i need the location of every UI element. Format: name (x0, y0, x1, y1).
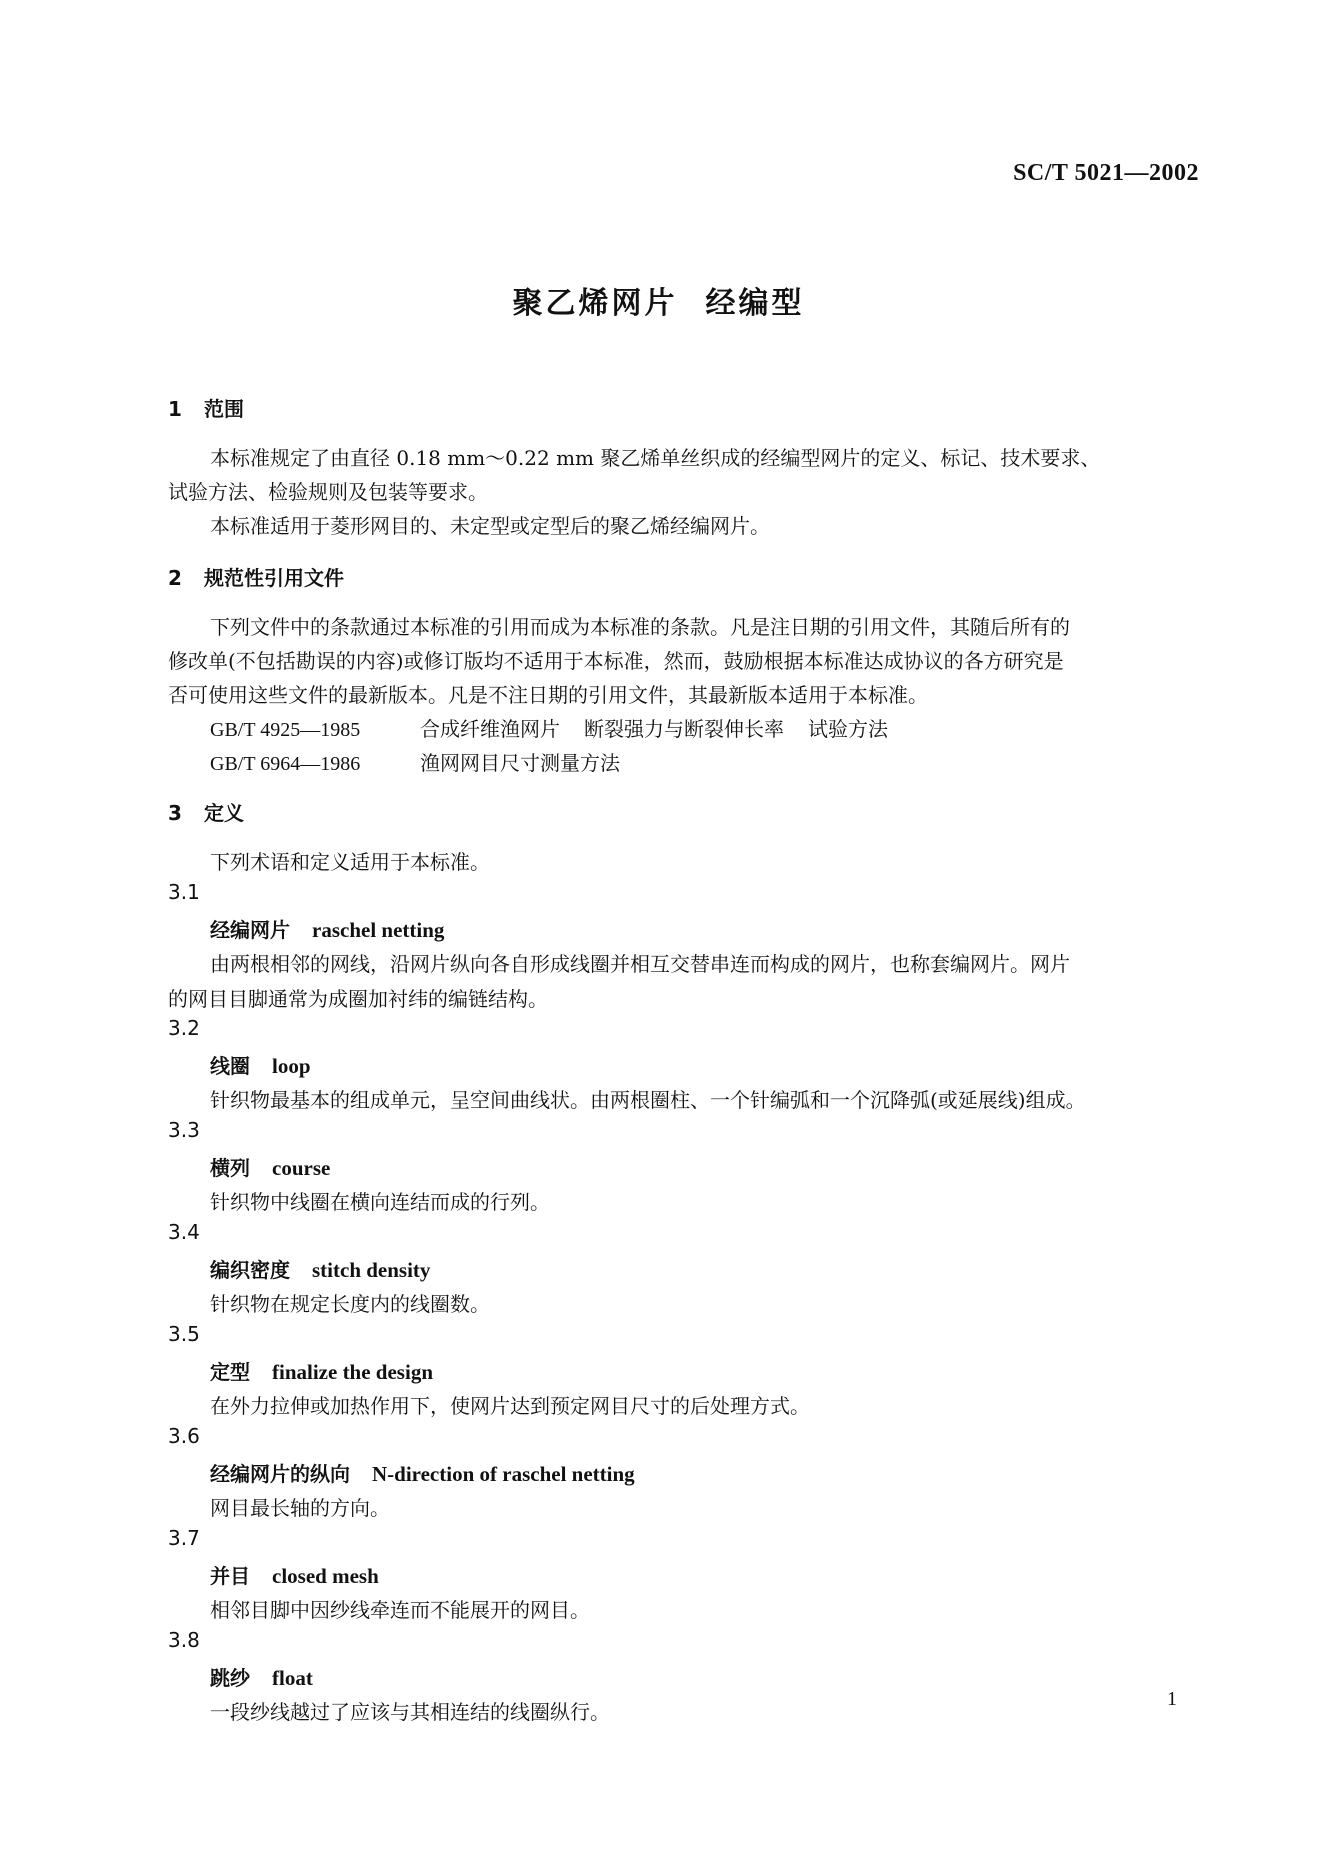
term-en: finalize the design (272, 1360, 433, 1384)
term-definition-line1: 相邻目脚中因纱线牵连而不能展开的网目。 (210, 1598, 590, 1622)
section-1-para2: 本标准适用于菱形网目的、未定型或定型后的聚乙烯经编网片。 (210, 514, 770, 538)
reference-title-a: 渔网网目尺寸测量方法 (420, 751, 620, 775)
section-title: 范围 (204, 397, 244, 421)
reference-title-c: 试验方法 (808, 717, 888, 741)
term-zh: 并目 (210, 1564, 250, 1588)
term-number: 3.8 (168, 1628, 200, 1652)
term-zh: 跳纱 (210, 1666, 250, 1690)
reference-item (210, 747, 620, 776)
term-en: closed mesh (272, 1564, 379, 1588)
standard-code: SC/T 5021—2002 (1013, 160, 1199, 186)
reference-item (210, 713, 888, 742)
title-part-2: 经编型 (705, 286, 805, 321)
term-definition-line1: 针织物中线圈在横向连结而成的行列。 (210, 1190, 550, 1214)
reference-code: GB/T 4925—1985 (210, 719, 361, 741)
term-en: float (272, 1666, 313, 1690)
term-number: 3.2 (168, 1016, 200, 1040)
term-zh: 编织密度 (210, 1258, 290, 1282)
term-definition-line1: 在外力拉伸或加热作用下，使网片达到预定网目尺寸的后处理方式。 (210, 1394, 810, 1418)
section-3-intro: 下列术语和定义适用于本标准。 (210, 850, 490, 874)
section-1-heading (168, 393, 244, 422)
document-title (0, 278, 1317, 322)
section-2-heading (168, 562, 344, 591)
term-en: course (272, 1156, 331, 1180)
term-definition-line1: 网目最长轴的方向。 (210, 1496, 390, 1520)
term-en: N-direction of raschel netting (372, 1462, 635, 1486)
section-1-para1-line2: 试验方法、检验规则及包装等要求。 (168, 480, 488, 504)
reference-title-b: 断裂强力与断裂伸长率 (584, 717, 784, 741)
term-heading (210, 1458, 635, 1487)
term-heading (210, 1560, 379, 1589)
term-zh: 线圈 (210, 1054, 250, 1078)
term-number: 3.4 (168, 1220, 200, 1244)
reference-code: GB/T 6964—1986 (210, 753, 361, 775)
term-definition-line1: 针织物最基本的组成单元，呈空间曲线状。由两根圈柱、一个针编弧和一个沉降弧(或延展线)组成。 (210, 1088, 1086, 1112)
term-heading (210, 1662, 313, 1691)
section-number: 1 (168, 397, 182, 421)
term-heading (210, 914, 444, 943)
term-number: 3.7 (168, 1526, 200, 1550)
section-number: 2 (168, 566, 182, 590)
page-number: 1 (1167, 1688, 1177, 1710)
section-2-para-line1: 下列文件中的条款通过本标准的引用而成为本标准的条款。凡是注日期的引用文件，其随后所有的 (210, 615, 1070, 639)
term-definition-line1: 由两根相邻的网线，沿网片纵向各自形成线圈并相互交替串连而构成的网片，也称套编网片。网片 (210, 952, 1070, 976)
term-definition-line1: 针织物在规定长度内的线圈数。 (210, 1292, 490, 1316)
term-number: 3.3 (168, 1118, 200, 1142)
term-heading (210, 1356, 433, 1385)
section-title: 规范性引用文件 (204, 566, 344, 590)
term-en: raschel netting (312, 918, 445, 942)
reference-title-a: 合成纤维渔网片 (420, 717, 560, 741)
term-heading (210, 1254, 430, 1283)
term-zh: 经编网片 (210, 918, 290, 942)
section-2-para-line2: 修改单(不包括勘误的内容)或修订版均不适用于本标准，然而，鼓励根据本标准达成协议的各方研究是 (168, 649, 1064, 673)
term-en: loop (272, 1054, 311, 1078)
section-3-heading (168, 797, 244, 826)
section-number: 3 (168, 801, 182, 825)
term-number: 3.5 (168, 1322, 200, 1346)
term-zh: 经编网片的纵向 (210, 1462, 350, 1486)
section-title: 定义 (204, 801, 244, 825)
title-part-1: 聚乙烯网片 (512, 286, 678, 321)
term-heading (210, 1152, 330, 1181)
term-heading (210, 1050, 311, 1079)
section-2-para-line3: 否可使用这些文件的最新版本。凡是不注日期的引用文件，其最新版本适用于本标准。 (168, 683, 928, 707)
section-1-para1-line1: 本标准规定了由直径 0.18 mm～0.22 mm 聚乙烯单丝织成的经编型网片的定义、标记、技术要求、 (210, 446, 1101, 470)
term-definition-line1: 一段纱线越过了应该与其相连结的线圈纵行。 (210, 1700, 610, 1724)
term-zh: 定型 (210, 1360, 250, 1384)
term-number: 3.6 (168, 1424, 200, 1448)
term-zh: 横列 (210, 1156, 250, 1180)
term-en: stitch density (312, 1258, 431, 1282)
term-number: 3.1 (168, 880, 200, 904)
term-definition-line2: 的网目目脚通常为成圈加衬纬的编链结构。 (168, 987, 548, 1011)
